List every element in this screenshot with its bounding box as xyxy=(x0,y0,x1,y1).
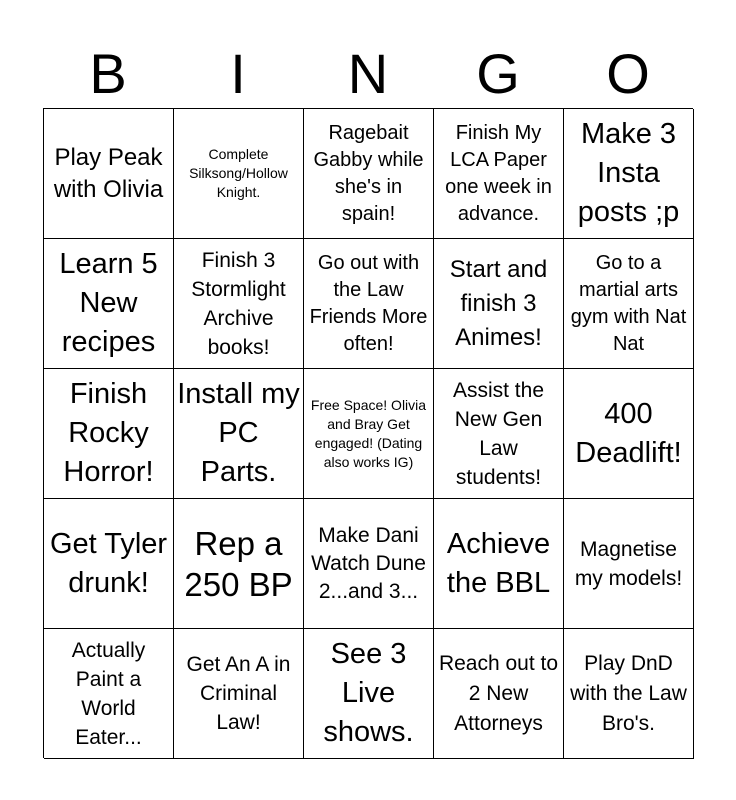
bingo-cell[interactable] xyxy=(44,499,174,629)
bingo-cell[interactable] xyxy=(174,629,304,759)
bingo-cell-text: Finish My LCA Paper one week in advance. xyxy=(445,121,552,225)
bingo-cell[interactable] xyxy=(44,369,174,499)
bingo-cell-text: Ragebait Gabby while she's in spain! xyxy=(313,121,424,225)
bingo-cell[interactable] xyxy=(434,239,564,369)
bingo-cell[interactable] xyxy=(434,369,564,499)
bingo-cell-text: Free Space! Olivia and Bray Get engaged! (Dating also works IG) xyxy=(310,396,427,470)
header-letter-o: O xyxy=(606,42,650,105)
bingo-cell[interactable] xyxy=(564,629,694,759)
bingo-cell-text: Go to a martial arts gym with Nat Nat xyxy=(570,251,687,355)
bingo-cell[interactable] xyxy=(304,239,434,369)
header-letter-g: G xyxy=(476,42,520,105)
bingo-cell[interactable] xyxy=(564,109,694,239)
bingo-cell-text: See 3 Live shows. xyxy=(323,638,414,748)
bingo-cell[interactable] xyxy=(44,239,174,369)
bingo-cell-text: Start and finish 3 Animes! xyxy=(449,255,548,351)
bingo-cell-text: Complete Silksong/Hollow Knight. xyxy=(189,146,288,200)
bingo-cell[interactable] xyxy=(304,109,434,239)
bingo-cell[interactable] xyxy=(174,109,304,239)
bingo-card-grid xyxy=(43,108,693,758)
bingo-cell[interactable] xyxy=(174,369,304,499)
bingo-cell-text: Finish Rocky Horror! xyxy=(63,378,154,488)
bingo-cell-text: Make Dani Watch Dune 2...and 3... xyxy=(311,523,426,603)
header-letter-n: N xyxy=(347,42,389,105)
bingo-cell[interactable] xyxy=(174,239,304,369)
bingo-cell[interactable] xyxy=(174,499,304,629)
bingo-cell-text: Learn 5 New recipes xyxy=(59,248,158,358)
bingo-cell-text: Reach out to 2 New Attorneys xyxy=(438,651,559,735)
bingo-cell[interactable] xyxy=(434,629,564,759)
bingo-cell-text: Install my PC Parts. xyxy=(177,378,300,488)
bingo-cell-text: Actually Paint a World Eater... xyxy=(71,638,146,749)
bingo-header xyxy=(43,40,693,108)
bingo-cell-text: Achieve the BBL xyxy=(446,527,551,599)
bingo-cell-text: Assist the New Gen Law students! xyxy=(452,378,545,489)
bingo-cell[interactable] xyxy=(564,369,694,499)
bingo-cell[interactable] xyxy=(304,499,434,629)
bingo-cell-text: Make 3 Insta posts ;p xyxy=(577,118,680,228)
bingo-cell[interactable] xyxy=(434,499,564,629)
bingo-cell[interactable] xyxy=(44,629,174,759)
bingo-cell-text: Get An A in Criminal Law! xyxy=(186,653,291,734)
bingo-cell-text: Magnetise my models! xyxy=(574,537,683,590)
bingo-cell[interactable] xyxy=(304,629,434,759)
bingo-cell-text: Go out with the Law Friends More often! xyxy=(309,251,428,355)
header-letter-i: I xyxy=(230,42,246,105)
bingo-cell[interactable] xyxy=(44,109,174,239)
bingo-cell-text: Play DnD with the Law Bro's. xyxy=(570,651,687,735)
bingo-cell[interactable] xyxy=(564,239,694,369)
bingo-cell[interactable] xyxy=(434,109,564,239)
bingo-cell-text: Finish 3 Stormlight Archive books! xyxy=(191,248,286,359)
header-letter-b: B xyxy=(89,42,127,105)
bingo-cell[interactable] xyxy=(564,499,694,629)
free-space-cell[interactable] xyxy=(304,369,434,499)
bingo-cell-text: Rep a 250 BP xyxy=(184,524,293,603)
bingo-cell-text: Play Peak with Olivia xyxy=(53,143,164,203)
bingo-cell-text: 400 Deadlift! xyxy=(575,397,682,469)
bingo-cell-text: Get Tyler drunk! xyxy=(49,527,168,599)
